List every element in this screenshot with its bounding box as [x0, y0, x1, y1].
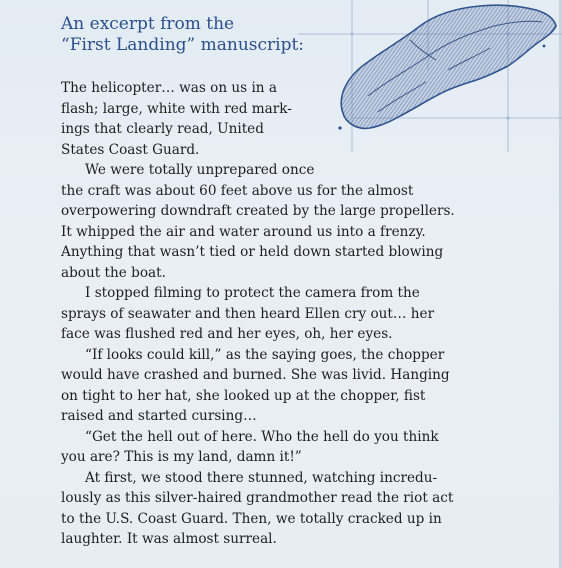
text-line: face was flushed red and her eyes, oh, her eyes.	[61, 326, 393, 342]
text-line: Anything that wasn’t tied or held down started blowing	[61, 244, 444, 260]
manuscript-excerpt-body	[61, 78, 531, 550]
text-line: We were totally unprepared once	[85, 162, 315, 178]
text-line: ings that clearly read, United	[61, 121, 264, 137]
text-line: The helicopter… was on us in a	[61, 80, 277, 96]
heading-line-2: “First Landing” manuscript:	[61, 35, 305, 55]
text-line: flash; large, white with red mark-	[61, 100, 292, 117]
text-line: sprays of seawater and then heard Ellen cry out… her	[61, 305, 435, 322]
text-line: “If looks could kill,” as the saying goes, the chopper	[85, 346, 445, 363]
text-line: raised and started cursing…	[61, 408, 257, 424]
text-line: on tight to her hat, she looked up at the chopper, fist	[61, 387, 426, 404]
text-line: you are? This is my land, damn it!”	[61, 449, 302, 465]
text-line: overpowering downdraft created by the large propellers.	[61, 203, 455, 219]
text-line: I stopped filming to protect the camera from the	[85, 285, 420, 301]
text-line: to the U.S. Coast Guard. Then, we totally cracked up in	[61, 510, 442, 527]
text-line: the craft was about 60 feet above us for the almost	[61, 182, 414, 199]
text-line: It whipped the air and water around us into a frenzy.	[61, 223, 426, 240]
excerpt-heading	[61, 14, 304, 56]
text-line: would have crashed and burned. She was livid. Hanging	[61, 367, 450, 383]
text-line: about the boat.	[61, 264, 166, 281]
text-line: laughter. It was almost surreal.	[61, 531, 277, 547]
text-line: “Get the hell out of here. Who the hell do you think	[85, 428, 439, 445]
text-line: States Coast Guard.	[61, 141, 200, 158]
text-line: At first, we stood there stunned, watching incredu-	[85, 469, 438, 486]
text-line: lously as this silver-haired grandmother read the riot act	[61, 490, 454, 506]
heading-line-1: An excerpt from the	[61, 14, 235, 34]
